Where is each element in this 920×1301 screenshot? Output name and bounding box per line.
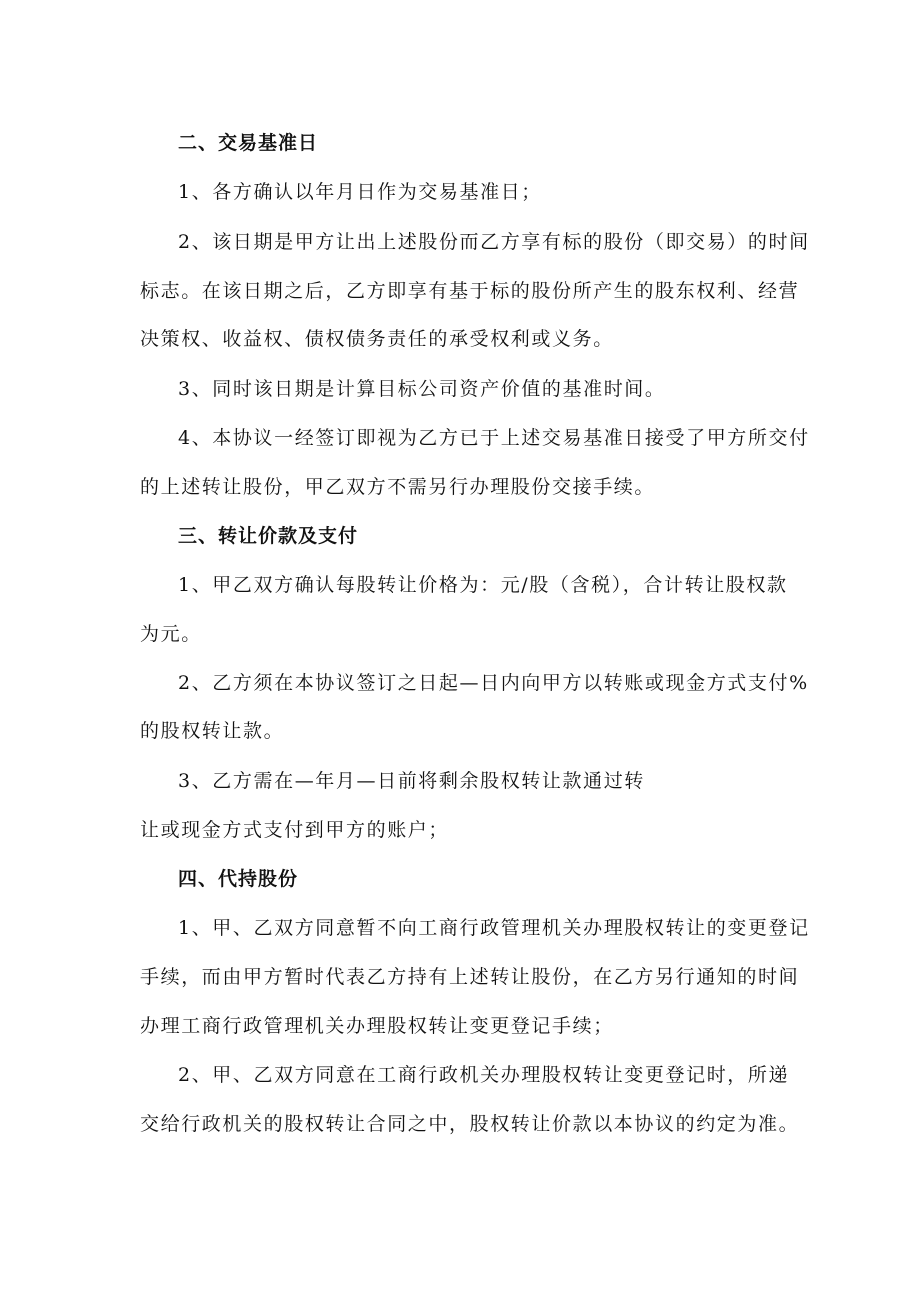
section-4-heading: 四、代持股份 (178, 868, 299, 890)
section-4-paragraph-1-line-3: 办理工商行政管理机关办理股权转让变更登记手续； (140, 1015, 614, 1037)
section-2-paragraph-1: 1、各方确认以年月日作为交易基准日； (178, 181, 542, 203)
section-3-paragraph-2-line-1: 2、乙方须在本协议签订之日起—日内向甲方以转账或现金方式支付% (178, 672, 809, 694)
section-4-paragraph-1-line-1: 1、甲、乙双方同意暂不向工商行政管理机关办理股权转让的变更登记 (178, 917, 810, 939)
section-3-paragraph-3-line-2: 让或现金方式支付到甲方的账户； (140, 819, 450, 841)
section-2-paragraph-4-line-1: 4、本协议一经签订即视为乙方已于上述交易基准日接受了甲方所交付 (178, 427, 810, 449)
section-3-paragraph-2-line-2: 的股权转让款。 (140, 720, 285, 742)
section-2-paragraph-3: 3、同时该日期是计算目标公司资产价值的基准时间。 (178, 378, 666, 400)
section-3-paragraph-1-line-2: 为元。 (140, 623, 202, 645)
section-3-paragraph-1-line-1: 1、甲乙双方确认每股转让价格为：元/股（含税），合计转让股权款 (178, 574, 788, 596)
section-4-paragraph-1-line-2: 手续，而由甲方暂时代表乙方持有上述转让股份，在乙方另行通知的时间 (140, 966, 800, 988)
section-4-paragraph-2-line-1: 2、甲、乙双方同意在工商行政机关办理股权转让变更登记时，所递 (178, 1064, 790, 1086)
section-2-paragraph-2-line-2: 标志。在该日期之后，乙方即享有基于标的股份所产生的股东权利、经营 (140, 280, 800, 302)
section-2-paragraph-4-line-2: 的上述转让股份，甲乙双方不需另行办理股份交接手续。 (140, 476, 656, 498)
section-2-heading: 二、交易基准日 (178, 132, 319, 154)
section-3-paragraph-3-line-1: 3、乙方需在—年月—日前将剩余股权转让款通过转 (178, 770, 645, 792)
section-4-paragraph-2-line-2: 交给行政机关的股权转让合同之中，股权转让价款以本协议的约定为准。 (140, 1113, 800, 1135)
section-3-heading: 三、转让价款及支付 (178, 525, 359, 547)
section-2-paragraph-2-line-1: 2、该日期是甲方让出上述股份而乙方享有标的股份（即交易）的时间 (178, 231, 810, 253)
section-2-paragraph-2-line-3: 决策权、收益权、债权债务责任的承受权利或义务。 (140, 328, 614, 350)
